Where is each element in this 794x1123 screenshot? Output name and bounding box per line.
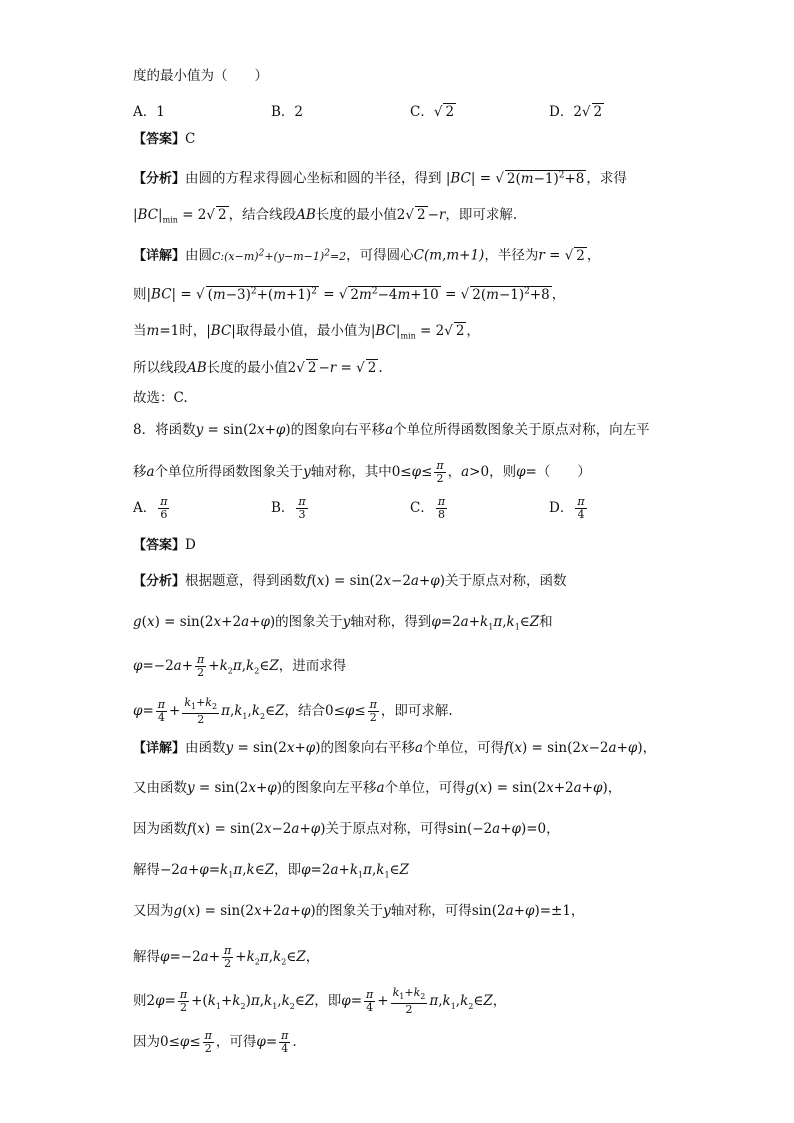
q7-detail-line1: 【详解】由圆$C:(x-m)^2+(y-m-1)^2=2$，可得圆心C(m,m+1)，半径为r = √ 2 ，	[133, 247, 601, 264]
q8-option-b: B． $\frac{\pi}{3}$	[271, 495, 306, 521]
q8-detail-line8: 因为0≤φ≤ $\frac{\pi}{2}$ ，可得φ= $\frac{\pi}{4}$ .	[133, 1029, 297, 1055]
q8-analysis-line3: φ=−2a+ $\frac{\pi}{2}$ $+k_2\pi,k_2\in Z$，进而求得	[133, 653, 347, 679]
q7-option-b: B．2	[271, 104, 304, 120]
q8-answer: 【答案】D	[133, 537, 196, 553]
q8-detail-line1: 【详解】由函数y = sin(2x+φ)的图象向右平移a个单位，可得f(x) = sin(2x−2a+φ)，	[133, 740, 657, 756]
q7-answer: 【答案】C	[133, 131, 196, 147]
q7-choose: 故选：C.	[133, 390, 188, 406]
q7-stem-tail: 度的最小值为（ ）	[133, 68, 268, 84]
q7-option-d: D．2√ 2	[549, 104, 603, 120]
q7-detail-line4: 所以线段AB长度的最小值2√ 2 −r = √ 2 .	[133, 360, 383, 376]
q7-analysis-line2: $|BC|_{min} = 2√$ 2 ，结合线段AB长度的最小值2√ 2 −r，即可求解.	[133, 207, 518, 225]
q8-option-a: A． $\frac{\pi}{6}$	[133, 495, 168, 521]
q8-stem-line2: 移a个单位所得函数图象关于y轴对称，其中0≤φ≤ $\frac{\pi}{2}$ ，a>0，则φ=（ ）	[133, 459, 591, 485]
q8-detail-line2: 又由函数y = sin(2x+φ)的图象向左平移a个单位，可得g(x) = sin(2x+2a+φ)，	[133, 780, 622, 796]
q7-option-c: C．√ 2	[410, 104, 455, 120]
q8-analysis-line2: g(x) = sin(2x+2a+φ)的图象关于y轴对称，得到$\varphi=2a+k_1\pi,k_1\in Z$和	[133, 614, 553, 632]
q7-analysis-line1: 【分析】由圆的方程求得圆心坐标和圆的半径，得到 |BC| = √ $2(m-1)^2+8$ ，求得	[133, 170, 627, 187]
q8-analysis-line4: φ= $\frac{\pi}{4}$ + $\frac{k_1+k_2}{2}$ $\pi,k_1,k_2\in Z$，结合0≤φ≤ $\frac{\pi}{2}$ ，即可求解.	[133, 696, 453, 727]
q8-detail-line5: 又因为g(x) = sin(2x+2a+φ)的图象关于y轴对称，可得sin(2a+φ)=±1，	[133, 903, 585, 919]
q8-option-c: C． $\frac{\pi}{8}$	[410, 495, 446, 521]
q7-detail-line3: 当m=1时，|BC|取得最小值，最小值为$|BC|_{min} = 2√$ 2 ，	[133, 323, 480, 341]
q8-detail-line4: 解得$-2a+\varphi=k_1\pi,k\in Z$，即$\varphi=2a+k_1\pi,k_1\in Z$	[133, 862, 409, 880]
q8-analysis-line1: 【分析】根据题意，得到函数f(x) = sin(2x−2a+φ)关于原点对称，函数	[133, 573, 567, 589]
q7-detail-line2: 则|BC| = √ $(m-3)^2+(m+1)^2$ = √ $2m^2-4m+10$ = √ $2(m-1)^2+8$ ，	[133, 286, 566, 303]
q8-detail-line3: 因为函数f(x) = sin(2x−2a+φ)关于原点对称，可得sin(−2a+φ)=0，	[133, 821, 560, 837]
q8-option-d: D． $\frac{\pi}{4}$	[549, 495, 585, 521]
q8-stem-line1: 8．将函数y = sin(2x+φ)的图象向右平移a个单位所得函数图象关于原点对称，向左平	[133, 422, 650, 438]
q8-detail-line6: 解得φ=−2a+ $\frac{\pi}{2}$ $+k_2\pi,k_2\in Z$，	[133, 944, 320, 970]
q7-option-a: A．1	[133, 104, 165, 120]
q8-detail-line7: 则2φ= $\frac{\pi}{2}$ $+(k_1+k_2)\pi,k_1,k_2\in Z$，即φ= $\frac{\pi}{4}$ + $\frac{k_1+k_2}{2}$ $\pi,k_1,k_2\in Z$，	[133, 986, 507, 1017]
